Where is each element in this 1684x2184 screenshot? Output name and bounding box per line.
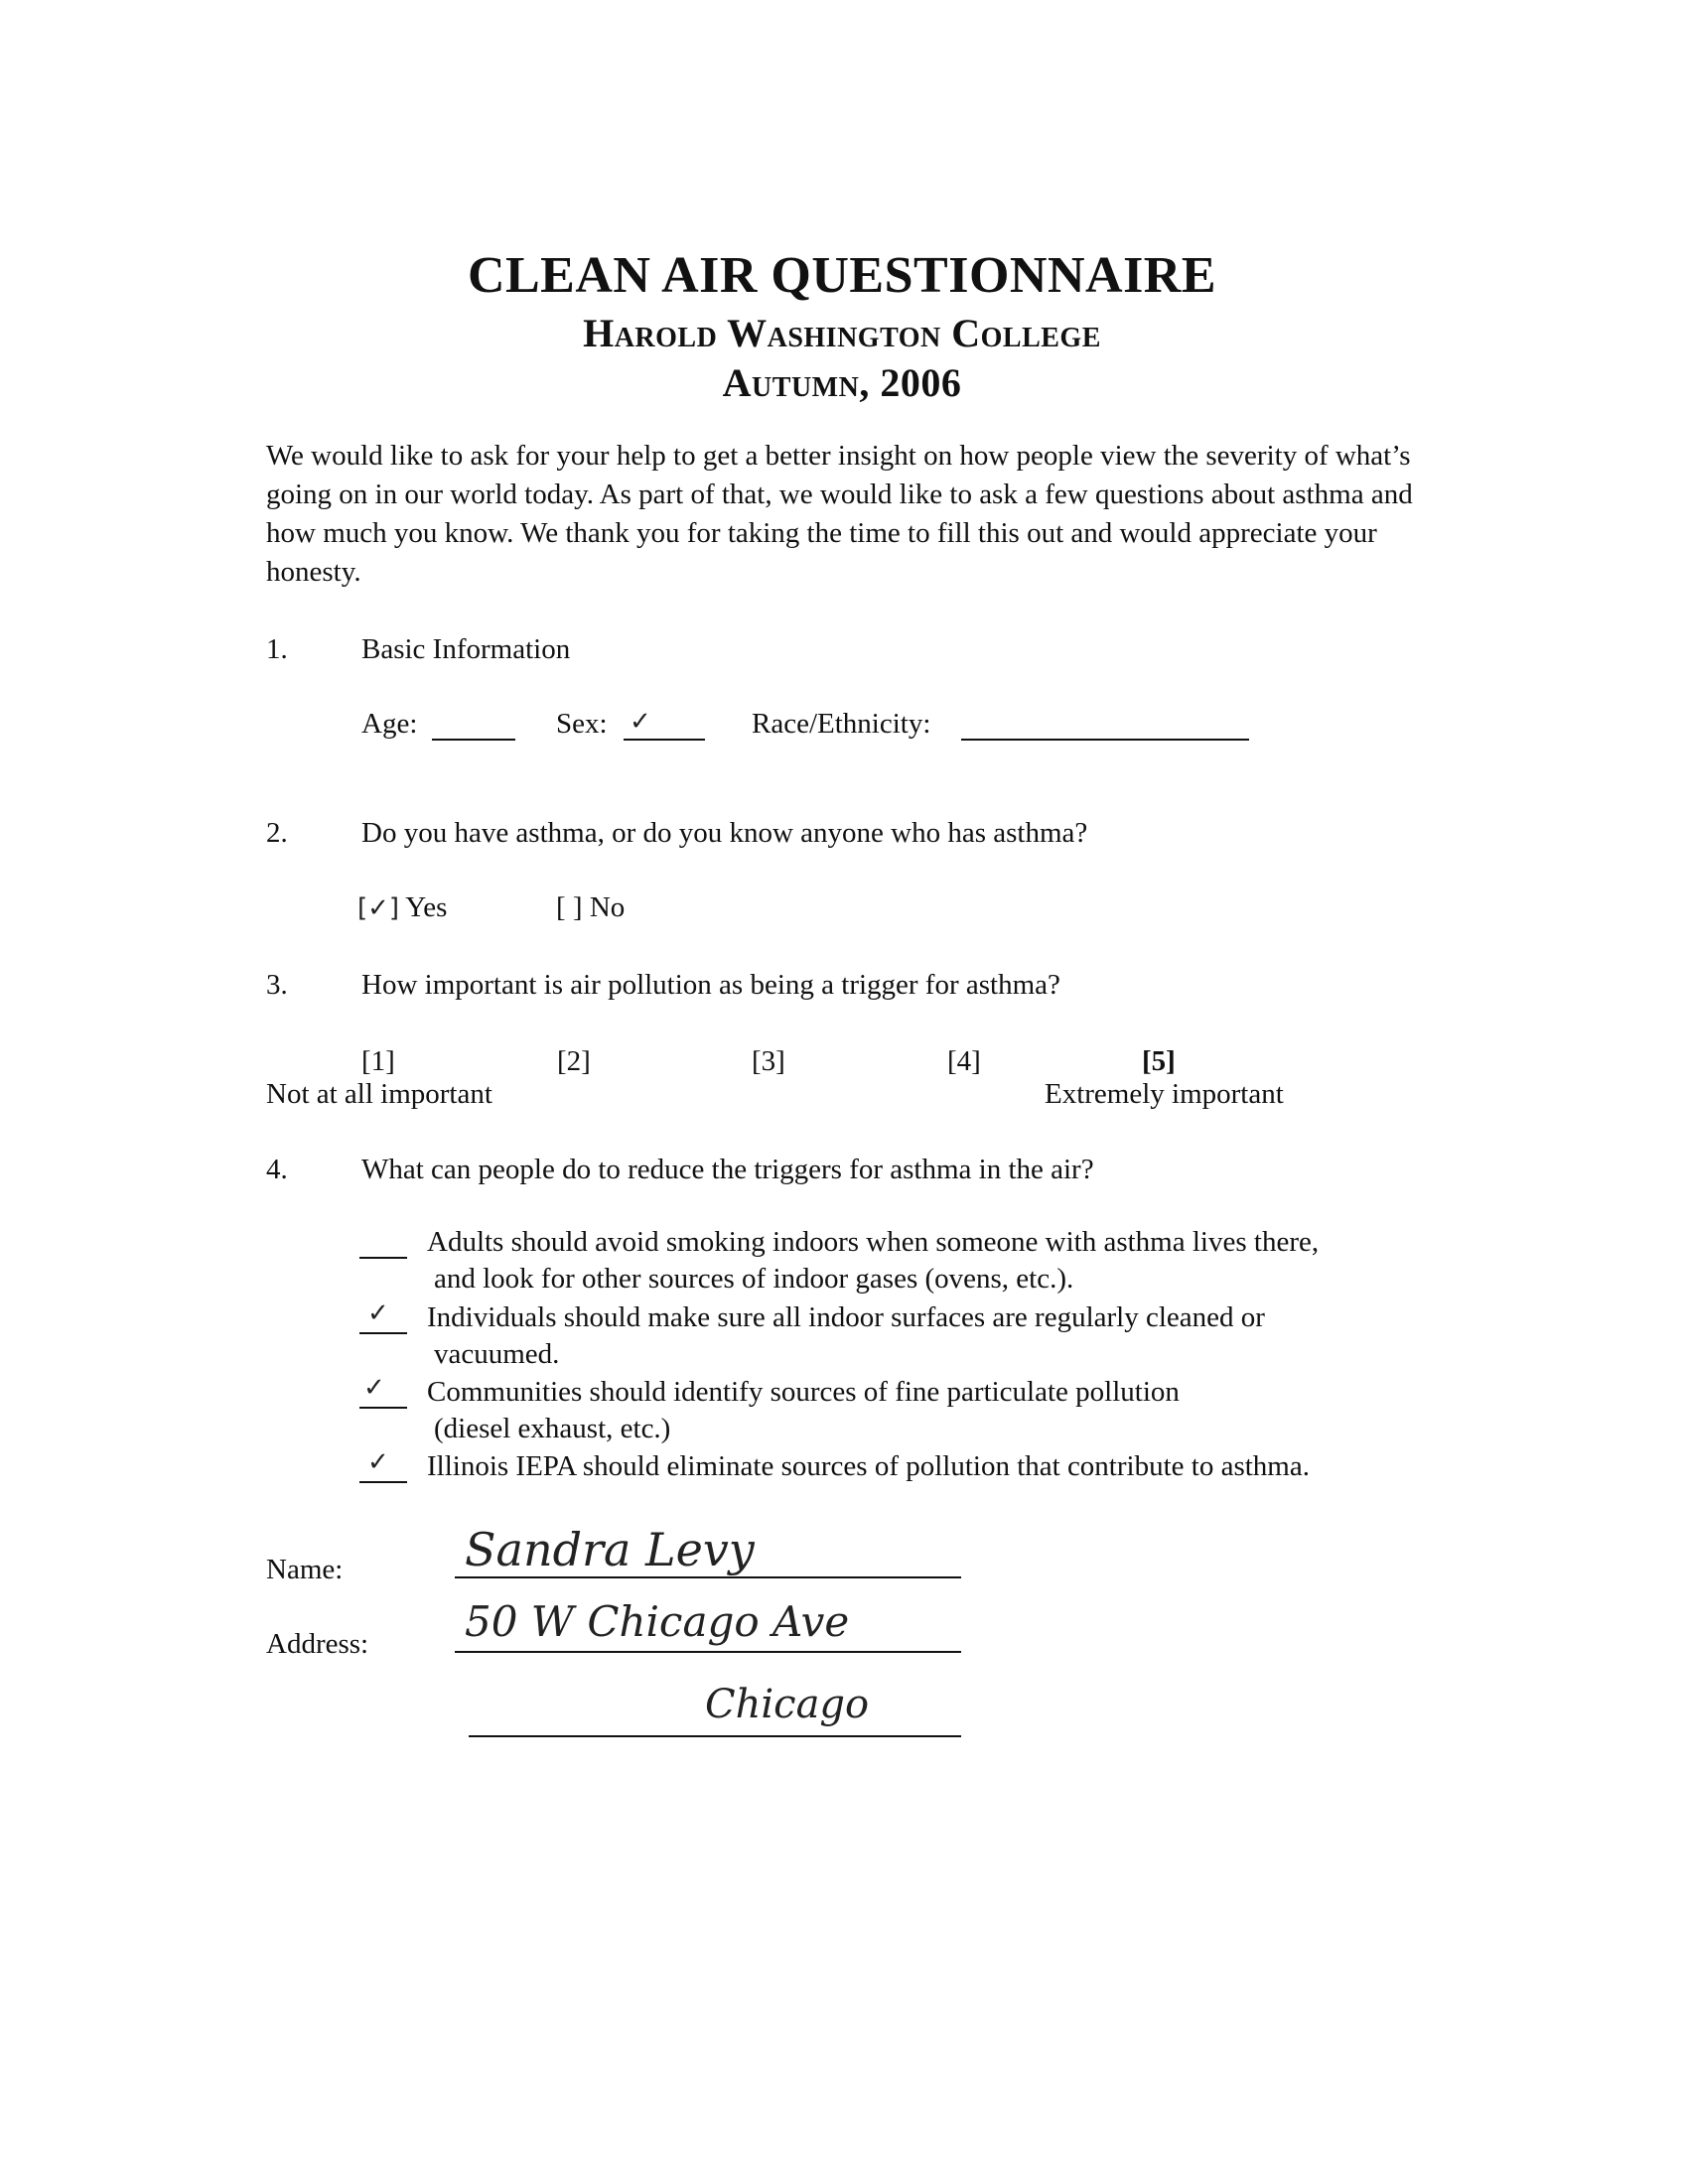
age-label: Age: xyxy=(361,708,418,740)
college-name: Harold Washington College xyxy=(583,311,1101,355)
q4-item-1-line1: Adults should avoid smoking indoors when someone with asthma lives there, xyxy=(427,1226,1320,1258)
q4-item-4-mark: ✓ xyxy=(367,1447,389,1477)
scale-low-label: Not at all important xyxy=(266,1078,492,1110)
q4-item-3-line2: (diesel exhaust, etc.) xyxy=(434,1413,671,1444)
q4-item-3-line1: Communities should identify sources of fine particulate pollution xyxy=(427,1376,1180,1408)
intro-paragraph: We would like to ask for your help to get a better insight on how people view the severity of what’s going on in our world today. As part of that, we would like to ask a few questions about asthma and how much you know. We thank you for taking the time to fill this out and would appreciate your honesty. xyxy=(266,440,1413,588)
race-label: Race/Ethnicity: xyxy=(752,708,931,740)
q4-item-4-checkbox[interactable] xyxy=(359,1447,407,1488)
address-field-line2[interactable] xyxy=(469,1682,961,1737)
scale-option-5[interactable]: [5] xyxy=(1142,1045,1176,1077)
form-term: Autumn, 2006 xyxy=(722,360,962,405)
q4-item-3-checkbox[interactable] xyxy=(359,1373,407,1414)
scale-option-1[interactable]: [1] xyxy=(361,1045,395,1077)
name-handwriting: Sandra Levy xyxy=(465,1523,755,1576)
yes-checkbox: [✓] xyxy=(357,893,400,923)
address-line2-handwriting: Chicago xyxy=(705,1682,870,1727)
address-field-line1[interactable] xyxy=(455,1597,961,1653)
q4-item-4-line1: Illinois IEPA should eliminate sources of pollution that contribute to asthma. xyxy=(427,1450,1310,1482)
q4-item-2-checkbox[interactable] xyxy=(359,1298,407,1339)
name-label: Name: xyxy=(266,1554,344,1585)
sex-label: Sex: xyxy=(556,708,608,740)
q3-question: How important is air pollution as being a trigger for asthma? xyxy=(361,969,1060,1001)
scale-high-label: Extremely important xyxy=(1045,1078,1284,1110)
yes-label: Yes xyxy=(405,891,448,923)
scale-option-4[interactable]: [4] xyxy=(947,1045,981,1077)
age-field[interactable] xyxy=(432,713,515,746)
no-label: No xyxy=(589,891,626,923)
scale-option-2[interactable]: [2] xyxy=(557,1045,591,1077)
q2-question: Do you have asthma, or do you know anyone who has asthma? xyxy=(361,817,1088,849)
form-title: CLEAN AIR QUESTIONNAIRE xyxy=(467,247,1217,304)
q4-item-2-mark: ✓ xyxy=(367,1298,389,1328)
sex-check-mark: ✓ xyxy=(630,707,651,737)
scale-option-3[interactable]: [3] xyxy=(752,1045,785,1077)
q4-question: What can people do to reduce the triggers for asthma in the air? xyxy=(361,1154,1094,1185)
name-field[interactable] xyxy=(455,1523,961,1578)
q4-item-1-line2: and look for other sources of indoor gases (ovens, etc.). xyxy=(434,1263,1074,1295)
q4-item-1-checkbox[interactable] xyxy=(359,1231,407,1264)
q4-number: 4. xyxy=(266,1154,288,1185)
q1-number: 1. xyxy=(266,633,288,665)
address-line1-handwriting: 50 W Chicago Ave xyxy=(465,1597,850,1646)
q2-option-yes[interactable] xyxy=(357,891,447,924)
q3-number: 3. xyxy=(266,969,288,1001)
q4-item-2-line2: vacuumed. xyxy=(434,1338,560,1370)
q2-option-no[interactable] xyxy=(556,891,625,924)
sex-field[interactable] xyxy=(624,707,705,746)
q4-item-2-line1: Individuals should make sure all indoor surfaces are regularly cleaned or xyxy=(427,1301,1265,1333)
q2-number: 2. xyxy=(266,817,288,849)
q1-label: Basic Information xyxy=(361,633,571,665)
no-checkbox: [ ] xyxy=(556,891,583,923)
address-label: Address: xyxy=(266,1628,369,1660)
q4-item-3-mark: ✓ xyxy=(363,1373,385,1403)
race-field[interactable] xyxy=(961,713,1249,746)
